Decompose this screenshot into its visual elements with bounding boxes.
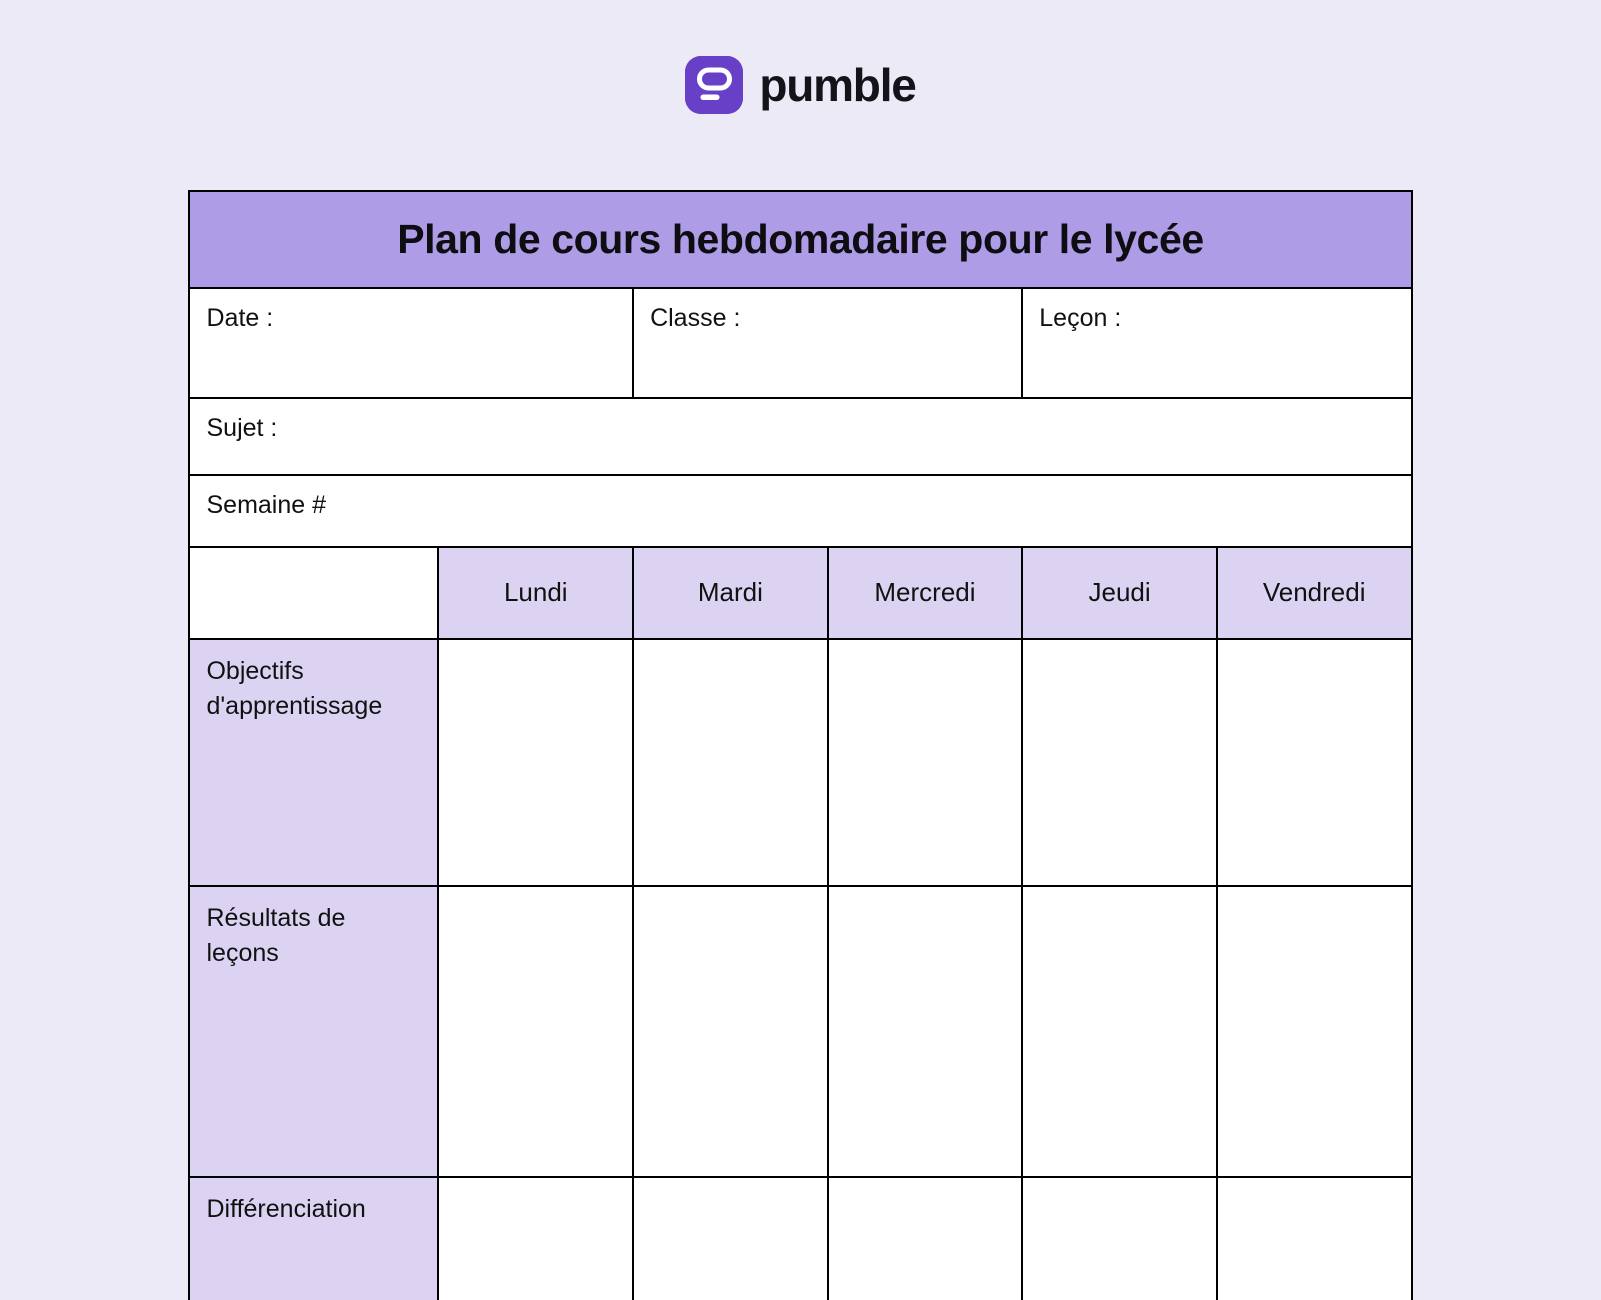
subject-row [189,398,1411,475]
class-field-label: Classe : [650,304,741,332]
day-header-mercredi [828,547,1023,639]
cell-resultats-mercredi[interactable] [828,886,1023,1177]
grid-corner-cell [189,547,438,639]
row-label-objectifs [189,639,438,886]
day-header-label: Lundi [503,577,568,608]
day-header-label: Jeudi [1088,577,1151,608]
info-fields-row [189,288,1411,398]
table-row [189,1177,1411,1300]
lesson-field-label: Leçon : [1039,304,1122,332]
week-field-label: Semaine # [206,491,327,519]
day-header-jeudi [1022,547,1217,639]
cell-differenciation-mercredi[interactable] [828,1177,1023,1300]
row-label-differenciation [189,1177,438,1300]
cell-differenciation-mardi[interactable] [633,1177,828,1300]
document-title-cell [189,191,1411,288]
day-header-lundi [438,547,633,639]
subject-field-cell[interactable] [189,398,1411,475]
day-header-row [189,547,1411,639]
pumble-speech-bubble-icon [685,56,743,114]
cell-differenciation-jeudi[interactable] [1022,1177,1217,1300]
week-field-cell[interactable] [189,475,1411,547]
pumble-wordmark: pumble [759,59,916,111]
table-title-row [189,191,1411,288]
row-label-text: Résultats de leçons [206,904,346,967]
pumble-logo-lockup[interactable] [685,56,915,114]
lesson-plan-sheet-container [0,190,1601,1300]
day-header-label: Mardi [697,577,763,608]
day-header-label: Mercredi [874,577,976,608]
table-row [189,639,1411,886]
cell-resultats-mardi[interactable] [633,886,828,1177]
row-label-text: Objectifs d'apprentissage [206,657,383,720]
day-header-vendredi [1217,547,1412,639]
cell-objectifs-mercredi[interactable] [828,639,1023,886]
cell-objectifs-vendredi[interactable] [1217,639,1412,886]
date-field-cell[interactable] [189,288,633,398]
cell-resultats-vendredi[interactable] [1217,886,1412,1177]
page-title: Plan de cours hebdomadaire pour le lycée [397,215,1204,262]
row-label-text: Différenciation [206,1195,366,1223]
cell-differenciation-lundi[interactable] [438,1177,633,1300]
cell-objectifs-mardi[interactable] [633,639,828,886]
lesson-field-cell[interactable] [1022,288,1411,398]
brand-header [0,0,1601,190]
class-field-cell[interactable] [633,288,1022,398]
cell-resultats-jeudi[interactable] [1022,886,1217,1177]
date-field-label: Date : [206,304,274,332]
table-row [189,886,1411,1177]
cell-objectifs-lundi[interactable] [438,639,633,886]
cell-objectifs-jeudi[interactable] [1022,639,1217,886]
day-header-label: Vendredi [1262,577,1366,608]
subject-field-label: Sujet : [206,414,278,442]
weekly-lesson-plan-table [188,190,1412,1300]
cell-differenciation-vendredi[interactable] [1217,1177,1412,1300]
cell-resultats-lundi[interactable] [438,886,633,1177]
row-label-resultats [189,886,438,1177]
day-header-mardi [633,547,828,639]
week-row [189,475,1411,547]
